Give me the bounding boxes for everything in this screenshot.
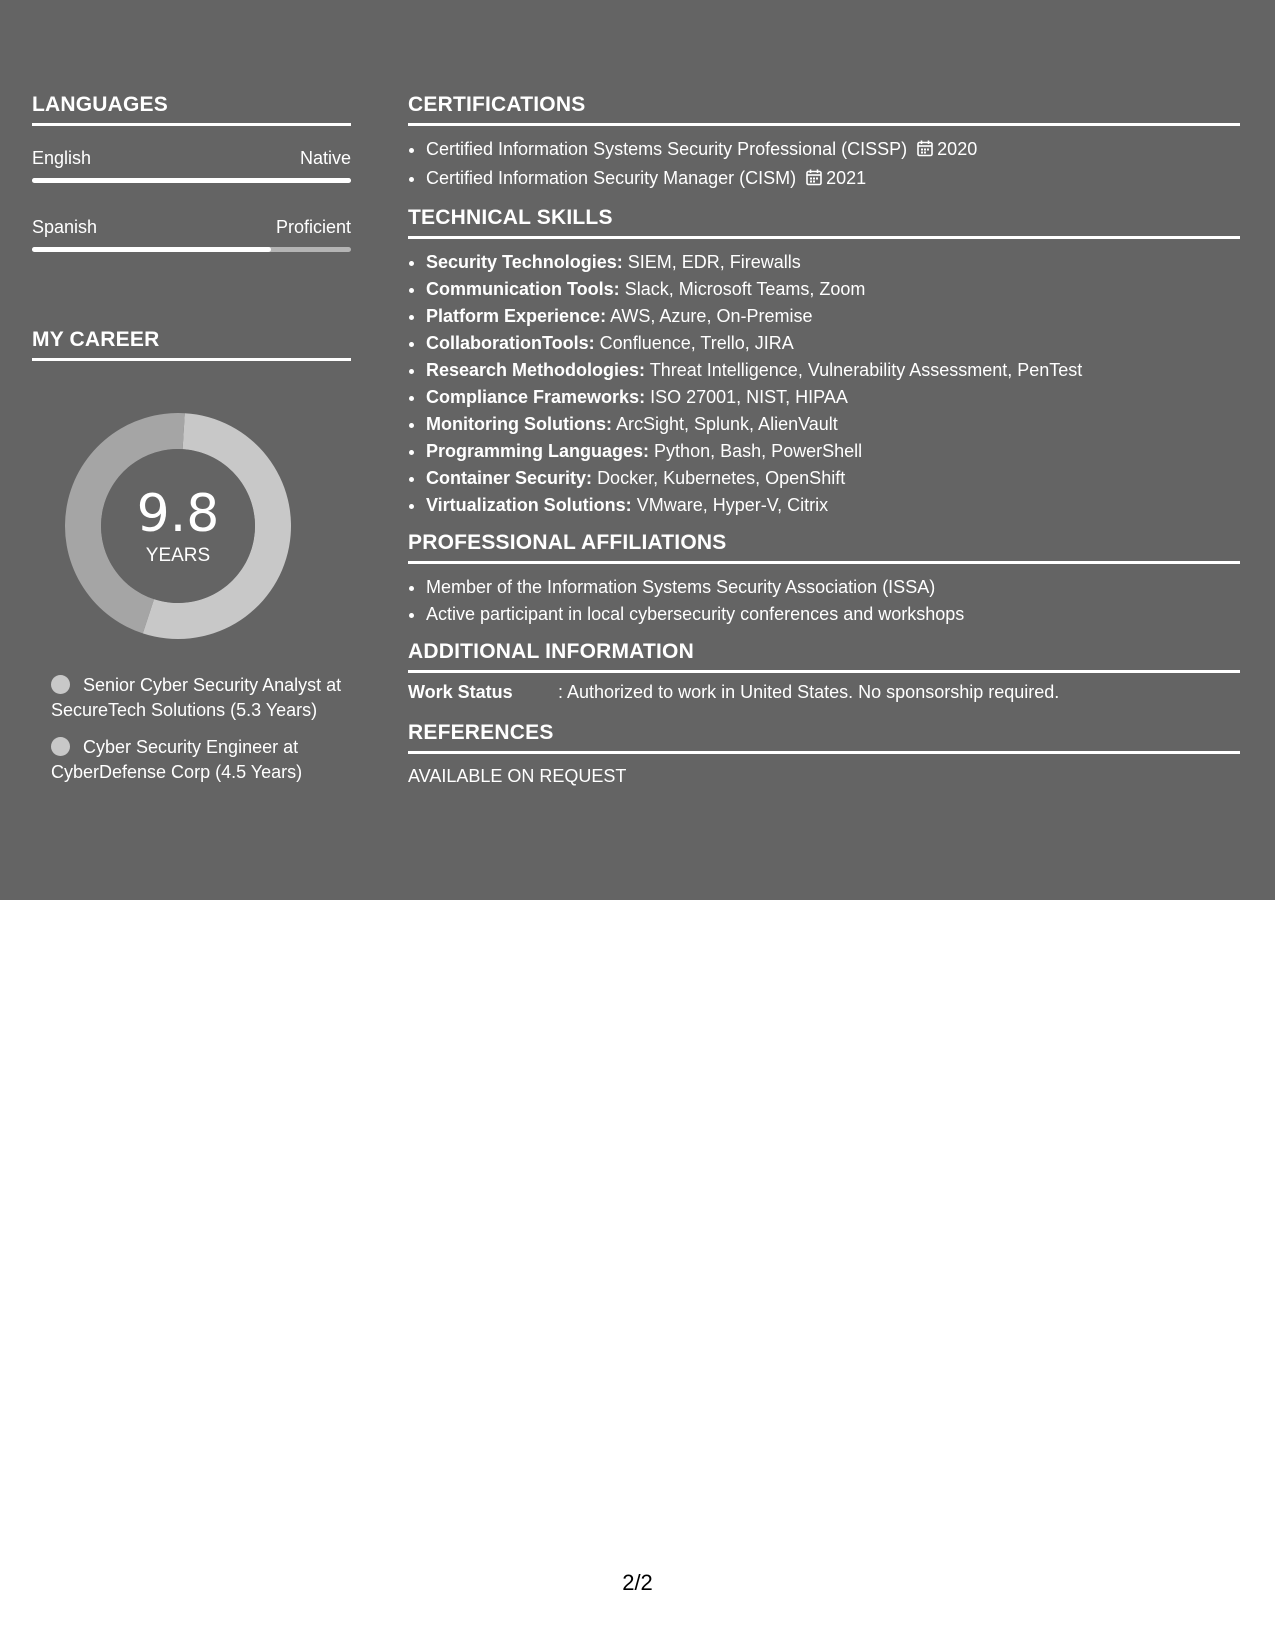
skill-label: Communication Tools: bbox=[426, 279, 620, 299]
language-level: Native bbox=[299, 148, 351, 168]
affiliations-list bbox=[408, 574, 1240, 628]
career-donut-chart bbox=[65, 413, 291, 639]
calendar-icon bbox=[917, 138, 933, 165]
skill-item bbox=[426, 357, 1240, 384]
skill-item bbox=[426, 438, 1240, 465]
references-title: REFERENCES bbox=[408, 721, 1240, 754]
skill-label: CollaborationTools: bbox=[426, 333, 595, 353]
affiliations-title: PROFESSIONAL AFFILIATIONS bbox=[408, 531, 1240, 564]
left-column bbox=[32, 93, 351, 782]
work-status-label: Work Status bbox=[408, 682, 513, 702]
language-level: Proficient bbox=[275, 217, 351, 237]
language-bar-fill bbox=[32, 247, 271, 252]
skill-item bbox=[426, 249, 1240, 276]
certification-name: Certified Information Security Manager (CISM) bbox=[426, 168, 797, 188]
language-name: Spanish bbox=[32, 217, 98, 237]
skill-value: Threat Intelligence, Vulnerability Assessment, PenTest bbox=[649, 360, 1083, 380]
additional-info-title: ADDITIONAL INFORMATION bbox=[408, 640, 1240, 673]
certification-year: 2020 bbox=[937, 139, 978, 159]
calendar-icon bbox=[806, 167, 822, 194]
language-english bbox=[32, 148, 351, 183]
career-role bbox=[51, 735, 351, 784]
skill-item bbox=[426, 384, 1240, 411]
skill-label: Compliance Frameworks: bbox=[426, 387, 646, 407]
legend-dot-icon bbox=[51, 675, 70, 694]
certification-item bbox=[426, 165, 1240, 194]
skill-value: Confluence, Trello, JIRA bbox=[599, 333, 794, 353]
skills-title: TECHNICAL SKILLS bbox=[408, 206, 1240, 239]
language-bar bbox=[32, 178, 351, 183]
career-role bbox=[51, 673, 351, 722]
skill-label: Container Security: bbox=[426, 468, 593, 488]
work-status-value: : Authorized to work in United States. No sponsorship required. bbox=[558, 682, 1060, 702]
skill-item bbox=[426, 492, 1240, 519]
right-column bbox=[408, 93, 1240, 787]
references-text: AVAILABLE ON REQUEST bbox=[408, 766, 627, 786]
skill-value: Slack, Microsoft Teams, Zoom bbox=[624, 279, 866, 299]
skill-label: Security Technologies: bbox=[426, 252, 623, 272]
career-roles bbox=[51, 673, 351, 797]
skill-value: AWS, Azure, On-Premise bbox=[610, 306, 813, 326]
skill-label: Programming Languages: bbox=[426, 441, 650, 461]
skill-value: ISO 27001, NIST, HIPAA bbox=[650, 387, 848, 407]
career-role-label: Cyber Security Engineer at CyberDefense Corp (4.5 Years) bbox=[51, 737, 303, 782]
career-years-unit: YEARS bbox=[145, 545, 211, 566]
certifications-list bbox=[408, 136, 1240, 194]
skill-label: Research Methodologies: bbox=[426, 360, 646, 380]
career-title: MY CAREER bbox=[32, 328, 351, 361]
language-spanish bbox=[32, 217, 351, 252]
work-status-row bbox=[408, 682, 1240, 703]
certifications-title: CERTIFICATIONS bbox=[408, 93, 1240, 126]
certification-item bbox=[426, 136, 1240, 165]
skill-item bbox=[426, 465, 1240, 492]
languages-title: LANGUAGES bbox=[32, 93, 351, 126]
career-total-years: 9.8 bbox=[136, 484, 220, 544]
career-role-label: Senior Cyber Security Analyst at SecureTech Solutions (5.3 Years) bbox=[51, 675, 342, 720]
skill-label: Platform Experience: bbox=[426, 306, 607, 326]
skill-value: Python, Bash, PowerShell bbox=[654, 441, 863, 461]
skill-item bbox=[426, 330, 1240, 357]
skill-value: Docker, Kubernetes, OpenShift bbox=[597, 468, 846, 488]
skills-list bbox=[408, 249, 1240, 519]
certification-name: Certified Information Systems Security Professional (CISSP) bbox=[426, 139, 908, 159]
language-name: English bbox=[32, 148, 92, 168]
certification-year: 2021 bbox=[826, 168, 867, 188]
skill-item bbox=[426, 303, 1240, 330]
skill-item bbox=[426, 411, 1240, 438]
skill-label: Monitoring Solutions: bbox=[426, 414, 612, 434]
skill-value: ArcSight, Splunk, AlienVault bbox=[615, 414, 838, 434]
affiliation-item: • Active participant in local cybersecurity conferences and workshops bbox=[426, 601, 1240, 628]
skill-label: Virtualization Solutions: bbox=[426, 495, 632, 515]
page-number: 2/2 bbox=[622, 1570, 653, 1595]
skill-value: VMware, Hyper-V, Citrix bbox=[636, 495, 829, 515]
legend-dot-icon bbox=[51, 737, 70, 756]
affiliation-item: • Member of the Information Systems Security Association (ISSA) bbox=[426, 574, 1240, 601]
skill-item bbox=[426, 276, 1240, 303]
language-bar bbox=[32, 247, 351, 252]
language-bar-fill bbox=[32, 178, 351, 183]
skill-value: SIEM, EDR, Firewalls bbox=[627, 252, 801, 272]
